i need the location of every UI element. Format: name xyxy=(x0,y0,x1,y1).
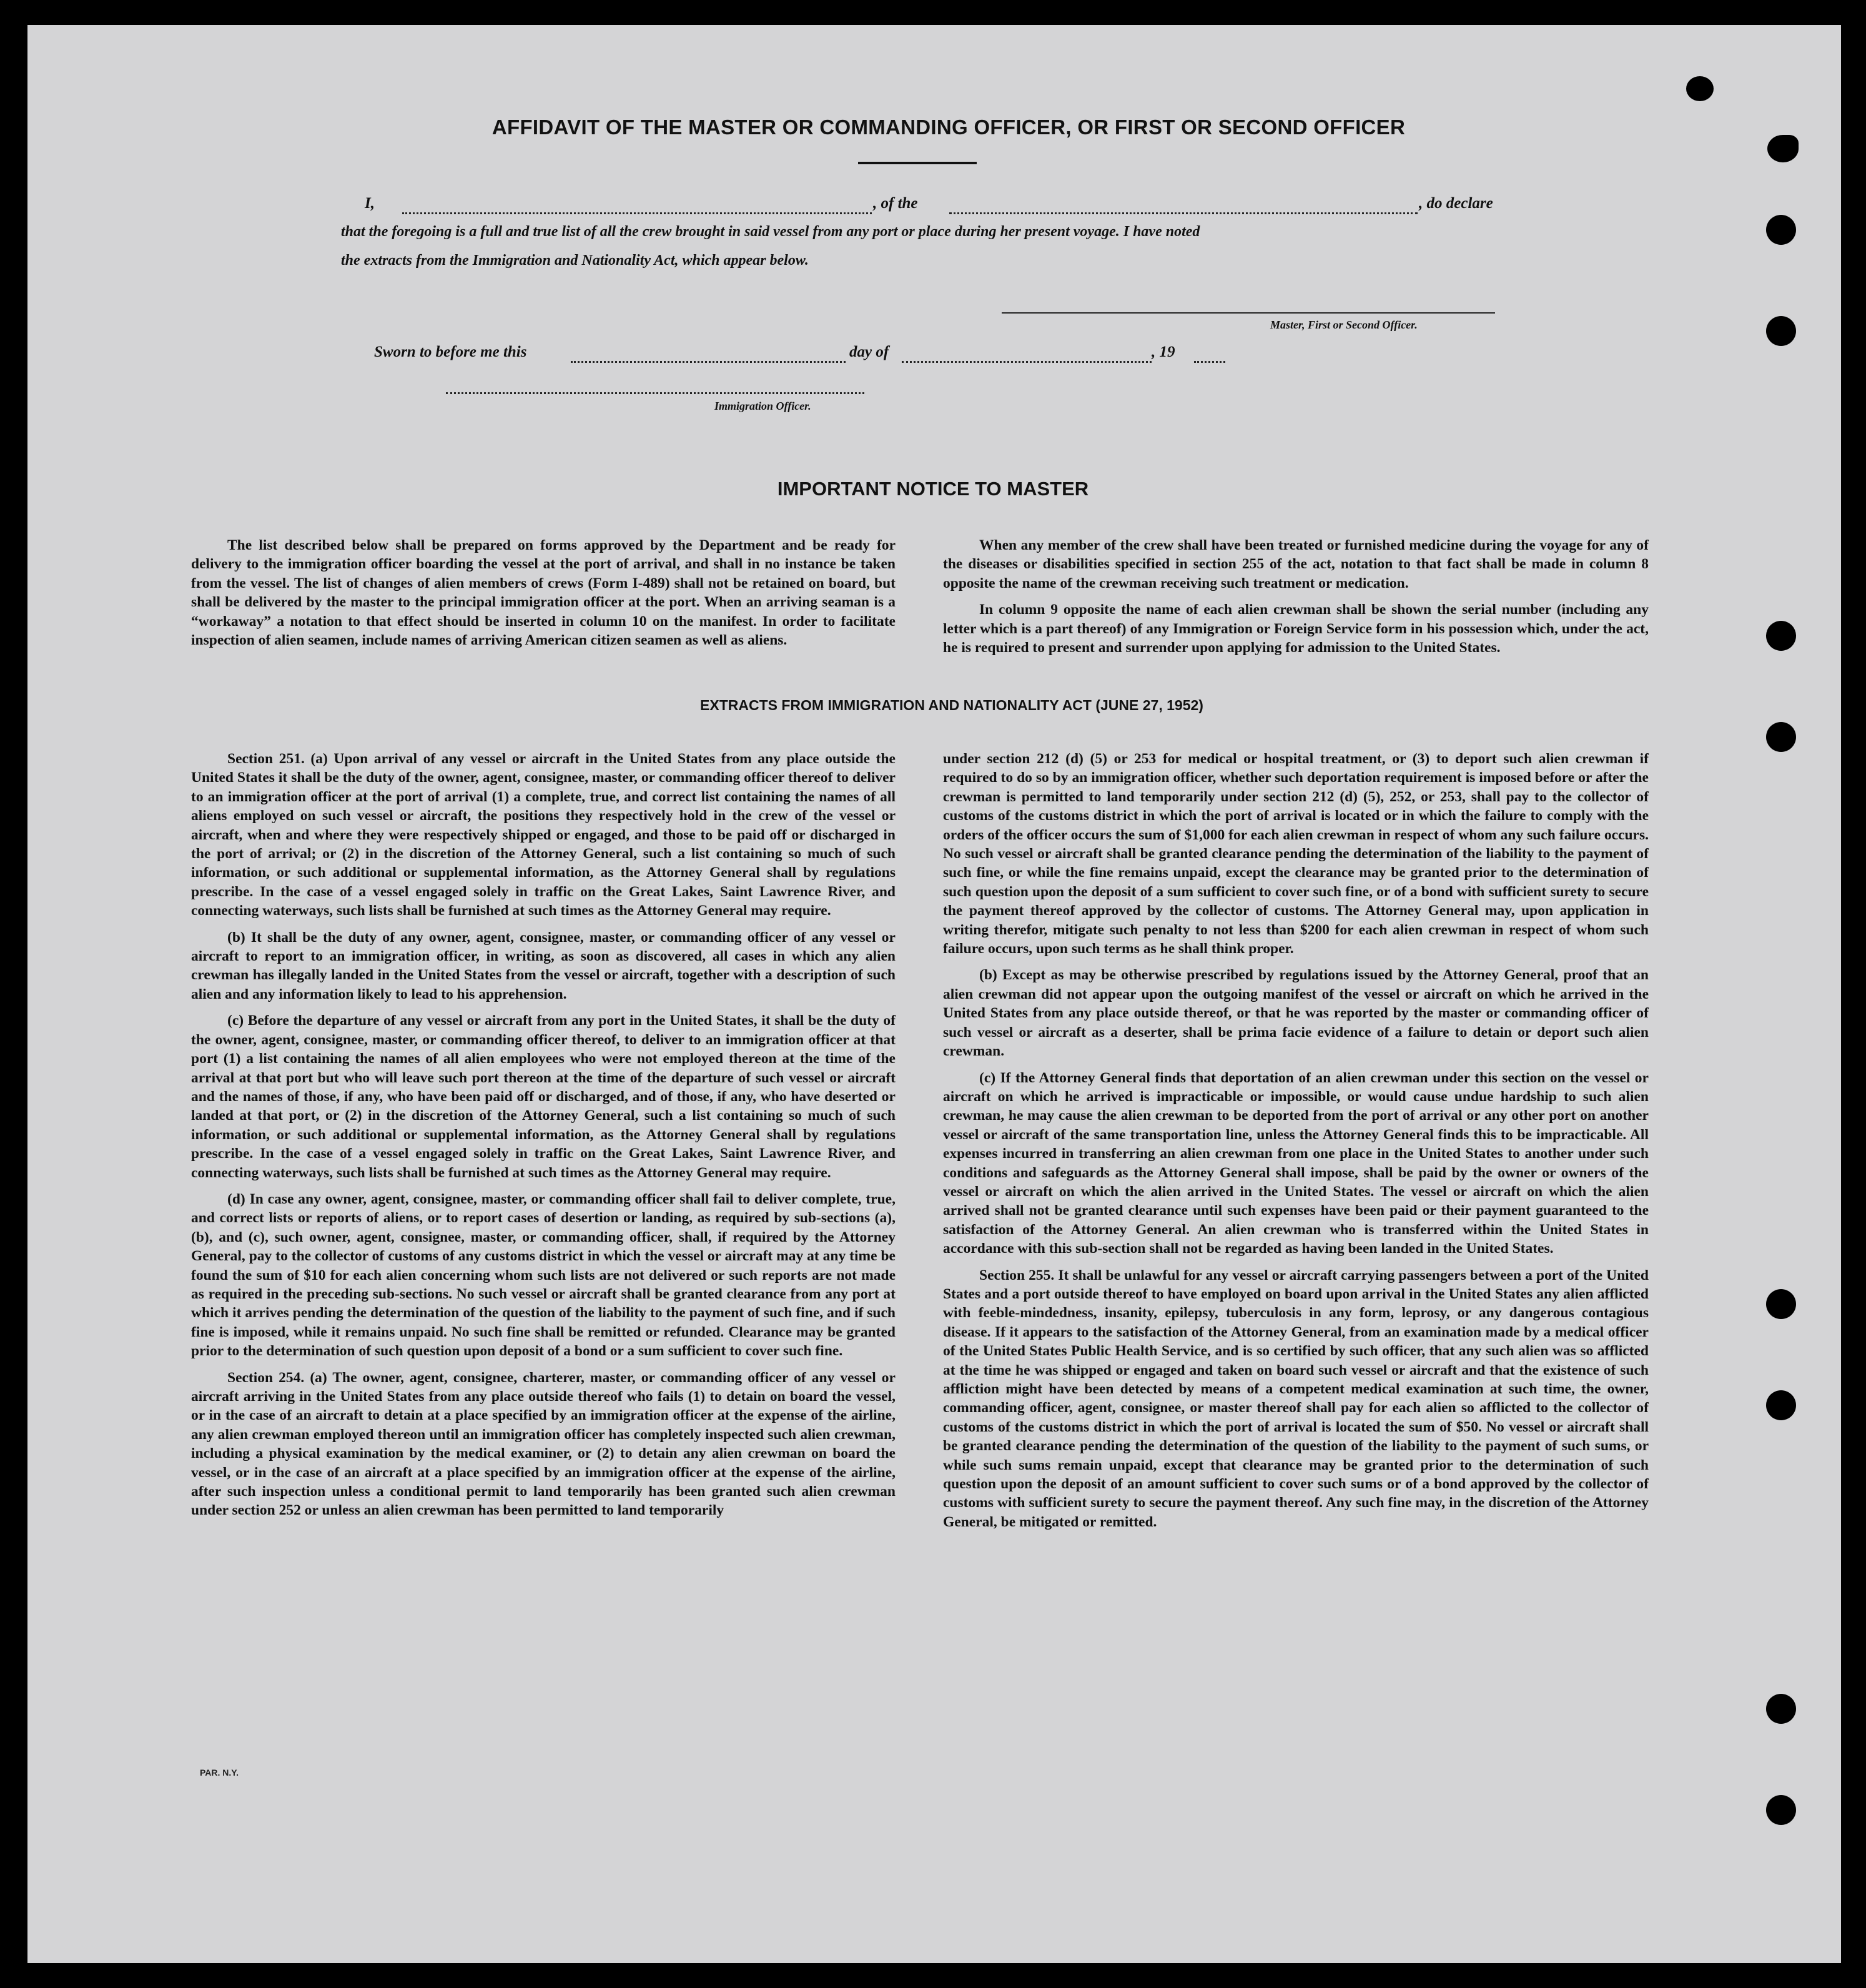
label-sworn: Sworn to before me this xyxy=(374,344,527,360)
notice-right-column xyxy=(943,536,1649,665)
section-254-a-continued: under section 212 (d) (5) or 253 for medical or hospital treatment, or (3) to deport such alien crewman if required to do so by an immigration officer, whether such deportation requirement is imposed before or after the crewman is permitted to land temporarily under section 212 (d) (5), 252, or 253, shall pay to the collector of customs of the customs district in which the port of arrival is located or in which the failure to comply with the orders of the officer occurs the sum of $1,000 for each alien crewman in respect of whom any such failure occurs. No such vessel or aircraft shall be granted clearance pending the determination of the liability to the payment of such fine, or while the fine remains unpaid, except the clearance may be granted prior to the determination of such question upon the deposit of a sum sufficient to cover such fine, or of a bond with sufficient surety to secure the payment thereof approved by the collector of customs. The Attorney General may, upon application in writing therefor, mitigate such penalty to not less than $200 for each alien crewman in respect of whom such failure occurs, upon such terms as he shall think proper. xyxy=(943,751,1649,957)
extracts-left-column xyxy=(191,749,896,1528)
label-day-of: day of xyxy=(849,344,889,360)
signature-caption: Master, First or Second Officer. xyxy=(1270,319,1418,331)
section-251-d: (d) In case any owner, agent, consignee, master, or commanding officer shall fail to deliver complete, true, and correct lists or reports of aliens, or to report cases of desertion or landing, as required by sub-sections (a), (b), and (c), such owner, agent, consignee, master, or commanding officer, shall, if required by the Attorney General, pay to the collector of customs of any customs district in which the vessel or aircraft may at any time be found the sum of $10 for each alien concerning whom such lists are not delivered or such reports are not made as required in the preceding sub-sections. No such vessel or aircraft shall be granted clearance from any port at which it arrives pending the determination of the question of the liability to the payment of such fine, and if such fine is imposed, while it remains unpaid. No such fine shall be remitted or refunded. Clearance may be granted prior to the determination of such question upon deposit of a bond or a sum sufficient to cover such fine. xyxy=(191,1190,896,1360)
binder-hole xyxy=(1766,215,1796,245)
section-251-a: Section 251. (a) Upon arrival of any vessel or aircraft in the United States from any place outside the United States it shall be the duty of the owner, agent, consignee, master, or commanding officer thereof to deliver to an immigration officer at the port of arrival (1) a complete, true, and correct list containing the names of all aliens employed on such vessel or aircraft, the positions they respectively hold in the crew of the vessel or aircraft, when and where they were respectively shipped or engaged, and those to be paid off or discharged in the port of arrival; or (2) in the discretion of the Attorney General, such a list containing so much of such information, or such additional or supplemental information, as the Attorney General shall by regulations prescribe. In the case of a vessel engaged solely in traffic on the Great Lakes, Saint Lawrence River, and connecting waterways, such lists shall be furnished at such times as the Attorney General may require. xyxy=(191,751,896,919)
sworn-year-blank[interactable] xyxy=(1194,361,1225,363)
declaration-line-1: that the foregoing is a full and true list of all the crew brought in said vessel from any port or place during her present voyage. I have noted xyxy=(341,224,1200,240)
binder-hole xyxy=(1766,621,1796,651)
label-i: I, xyxy=(365,195,375,212)
notice-left-paragraph: The list described below shall be prepared on forms approved by the Department and be ready for delivery to the immigration officer boarding the vessel at the port of arrival, and shall in no instance be taken from the vessel. The list of changes of alien members of crews (Form I-489) shall not be retained on board, but shall be delivered by the master to the principal immigration officer at the port. When an arriving seaman is a “workaway” a notation to that effect should be inserted in column 10 on the manifest. In order to facilitate inspection of alien seamen, include names of arriving American citizen seamen as well as aliens. xyxy=(191,537,896,649)
vessel-blank-line[interactable] xyxy=(949,212,1418,214)
affidavit-title: AFFIDAVIT OF THE MASTER OR COMMANDING OFFICER, OR FIRST OR SECOND OFFICER xyxy=(491,116,1406,139)
section-251-c: (c) Before the departure of any vessel or aircraft from any port in the United States, it shall be the duty of the owner, agent, consignee, master, or commanding officer thereof, to deliver to an immigration officer at that port (1) a list containing the names of all alien employees who were not employed thereon at the time of the arrival at that port but who will leave such port thereon at the time of the departure of such vessel or aircraft and the names of those, if any, who have been paid off or discharged, and of those, if any, who have deserted or landed at that port, or (2) in the discretion of the Attorney General, such a list containing so much of such information, or such additional or supplemental information, as the Attorney General shall by regulations prescribe. In the case of a vessel engaged solely in traffic on the Great Lakes, Saint Lawrence River, and connecting waterways, such lists shall be furnished at such times as the Attorney General may require. xyxy=(191,1012,896,1181)
binder-hole xyxy=(1766,1795,1796,1825)
binder-hole xyxy=(1766,1289,1796,1319)
binder-hole xyxy=(1766,1694,1796,1724)
notice-left-column xyxy=(191,536,896,657)
sworn-day-blank[interactable] xyxy=(571,361,846,363)
title-underline xyxy=(858,162,977,164)
sworn-month-blank[interactable] xyxy=(902,361,1152,363)
notice-right-paragraph-1: When any member of the crew shall have been treated or furnished medicine during the voyage for any of the diseases or disabilities specified in section 255 of the act, notation to that fact shall be made in column 8 opposite the name of the crewman receiving such treatment or medication. xyxy=(943,537,1649,591)
section-254-a: Section 254. (a) The owner, agent, consignee, charterer, master, or commanding officer of any vessel or aircraft arriving in the United States from any place outside thereof who fails (1) to detain on board the vessel, or in the case of an aircraft to detain at a place specified by an immigration officer at the expense of the airline, any alien crewman employed thereon until an immigration officer has completely inspected such alien crewman, including a physical examination by the medical examiner, or (2) to detain any alien crewman on board the vessel, or in the case of an aircraft at a place specified by an immigration officer at the expense of the airline, after such inspection unless a conditional permit to land temporarily has been granted such alien crewman under section 252 or unless an alien crewman has been permitted to land temporarily xyxy=(191,1369,896,1519)
label-19: , 19 xyxy=(1152,344,1175,360)
officer-caption: Immigration Officer. xyxy=(714,400,811,412)
declaration-line-2: the extracts from the Immigration and Nationality Act, which appear below. xyxy=(341,252,809,269)
notice-right-paragraph-2: In column 9 opposite the name of each alien crewman shall be shown the serial number (including any letter which is a part thereof) of any Immigration or Foreign Service form in his possession which, under the act, he is required to present and surrender upon applying for admission to the United States. xyxy=(943,601,1649,656)
signature-line[interactable] xyxy=(1002,312,1495,314)
binder-hole xyxy=(1686,76,1714,101)
extracts-right-column xyxy=(943,749,1649,1539)
document-sheet xyxy=(27,25,1841,1963)
printer-mark: PAR. N.Y. xyxy=(200,1768,239,1778)
section-254-c: (c) If the Attorney General finds that deportation of an alien crewman under this section on the vessel or aircraft on which he arrived is impracticable or impossible, or would cause undue hardship to such alien crewman, he may cause the alien crewman to be deported from the port of arrival or any other port on another vessel or aircraft of the same transportation line, unless the Attorney General finds this to be impracticable. All expenses incurred in transferring an alien crewman from one place in the United States to another under such conditions and safeguards as the Attorney General shall impose, shall be paid by the owner or owners of the vessel or aircraft on which the alien arrived in the United States. The vessel or aircraft on which the alien arrived shall not be granted clearance until such expenses have been paid or their payment guaranteed to the satisfaction of the Attorney General. An alien crewman who is transferred within the United States in accordance with this sub-section shall not be regarded as having been landed in the United States. xyxy=(943,1069,1649,1257)
binder-hole xyxy=(1767,135,1799,162)
label-do-declare: , do declare xyxy=(1419,195,1493,212)
binder-hole xyxy=(1766,316,1796,346)
binder-hole xyxy=(1766,722,1796,752)
binder-hole xyxy=(1766,1390,1796,1420)
section-255: Section 255. It shall be unlawful for any vessel or aircraft carrying passengers between a port of the United States and a port outside thereof to have employed on board upon arrival in the United States any alien afflicted with feeble-mindedness, insanity, epilepsy, tuberculosis in any form, leprosy, or any dangerous contagious disease. If it appears to the satisfaction of the Attorney General, from an examination made by a medical officer of the United States Public Health Service, and is so certified by such officer, that any such alien was so afflicted at the time he was shipped or engaged and taken on board such vessel or aircraft and that the existence of such affliction might have been detected by means of a competent medical examination at such time, the owner, commanding officer, agent, consignee, or master thereof shall pay for each alien so afflicted to the collector of customs of the customs district in which the port of arrival is located the sum of $50. No vessel or aircraft shall be granted clearance pending the determination of the question of the liability to the payment of such sums, or while such sums remain unpaid, except that clearance may be granted prior to the determination of such question upon the deposit of an amount sufficient to cover such sums or of a bond approved by the collector of customs with sufficient surety to secure the payment thereof. Any such fine may, in the discretion of the Attorney General, be mitigated or remitted. xyxy=(943,1267,1649,1530)
name-blank-line[interactable] xyxy=(402,212,872,214)
label-of-the: , of the xyxy=(873,195,918,212)
notice-title: IMPORTANT NOTICE TO MASTER xyxy=(777,478,1089,500)
section-254-b: (b) Except as may be otherwise prescribed by regulations issued by the Attorney General, proof that an alien crewman did not appear upon the outgoing manifest of the vessel or aircraft on which he arrived in the United States from any place outside thereof, or that he was reported by the master or commanding officer of such vessel or aircraft as a deserter, shall be prima facie evidence of a failure to detain or deport such alien crewman. xyxy=(943,967,1649,1060)
extracts-title: EXTRACTS FROM IMMIGRATION AND NATIONALITY ACT (JUNE 27, 1952) xyxy=(700,697,1203,713)
section-251-b: (b) It shall be the duty of any owner, agent, consignee, master, or commanding officer of any vessel or aircraft to report to an immigration officer, in writing, as soon as discovered, all cases in which any alien crewman has illegally landed in the United States from the vessel or aircraft, together with a description of such alien and any information likely to lead to his apprehension. xyxy=(191,929,896,1002)
officer-signature-line[interactable] xyxy=(446,392,864,394)
